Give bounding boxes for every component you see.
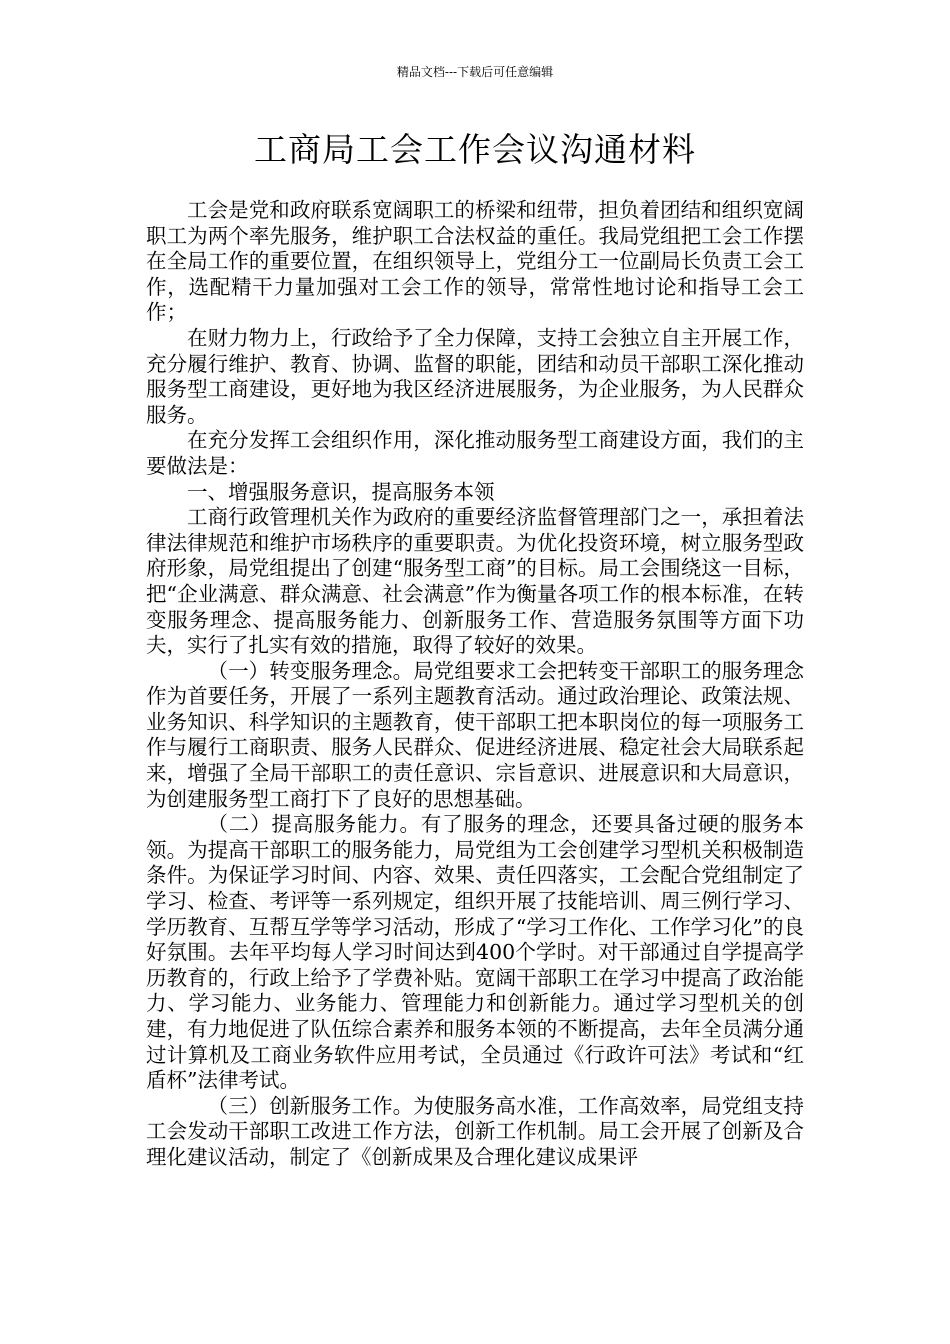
paragraph: 工会是党和政府联系宽阔职工的桥梁和纽带，担负着团结和组织宽阔职工为两个率先服务，维护职工合法权益的重任。我局党组把工会工作摆在全局工作的重要位置，在组织领导上，党组分工一位副局长负责工会工作，选配精干力量加强对工会工作的领导，常常性地讨论和指导工会工作； <box>146 198 804 325</box>
section-heading: 一、增强服务意识，提高服务本领 <box>187 479 495 504</box>
document-body <box>146 198 804 1171</box>
paragraph: 工商行政管理机关作为政府的重要经济监督管理部门之一，承担着法律法律规范和维护市场秩序的重要职责。为优化投资环境，树立服务型政府形象，局党组提出了创建“服务型工商”的目标。局工会围绕这一目标，把“企业满意、群众满意、社会满意”作为衡量各项工作的根本标准，在转变服务理念、提高服务能力、创新服务工作、营造服务氛围等方面下功夫，实行了扎实有效的措施，取得了较好的效果。 <box>146 505 804 658</box>
paragraph: 在充分发挥工会组织作用，深化推动服务型工商建设方面，我们的主要做法是： <box>146 428 804 478</box>
header-note: 精品文档---下载后可任意编辑 <box>396 65 554 79</box>
document-title: 工商局工会工作会议沟通材料 <box>254 130 696 169</box>
paragraph: （一）转变服务理念。局党组要求工会把转变干部职工的服务理念作为首要任务，开展了一系列主题教育活动。通过政治理论、政策法规、业务知识、科学知识的主题教育，使干部职工把本职岗位的每一项服务工作与履行工商职责、服务人民群众、促进经济进展、稳定社会大局联系起来，增强了全局干部职工的责任意识、宗旨意识、进展意识和大局意识，为创建服务型工商打下了良好的思想基础。 <box>146 658 804 811</box>
paragraph: 在财力物力上，行政给予了全力保障，支持工会独立自主开展工作，充分履行维护、教育、协调、监督的职能，团结和动员干部职工深化推动服务型工商建设，更好地为我区经济进展服务，为企业服务，为人民群众服务。 <box>146 325 804 427</box>
paragraph: （三）创新服务工作。为使服务高水准，工作高效率，局党组支持工会发动干部职工改进工作方法，创新工作机制。局工会开展了创新及合理化建议活动，制定了《创新成果及合理化建议成果评 <box>146 1093 804 1169</box>
paragraph: （二）提高服务能力。有了服务的理念，还要具备过硬的服务本领。为提高干部职工的服务能力，局党组为工会创建学习型机关积极制造条件。为保证学习时间、内容、效果、责任四落实，工会配合党组制定了学习、检查、考评等一系列规定，组织开展了技能培训、周三例行学习、学历教育、互帮互学等学习活动，形成了“学习工作化、工作学习化”的良好氛围。去年平均每人学习时间达到400个学时。对干部通过自学提高学历教育的，行政上给予了学费补贴。宽阔干部职工在学习中提高了政治能力、学习能力、业务能力、管理能力和创新能力。通过学习型机关的创建，有力地促进了队伍综合素养和服务本领的不断提高，去年全员满分通过计算机及工商业务软件应用考试，全员通过《行政许可法》考试和“红盾杯”法律考试。 <box>146 812 804 1093</box>
